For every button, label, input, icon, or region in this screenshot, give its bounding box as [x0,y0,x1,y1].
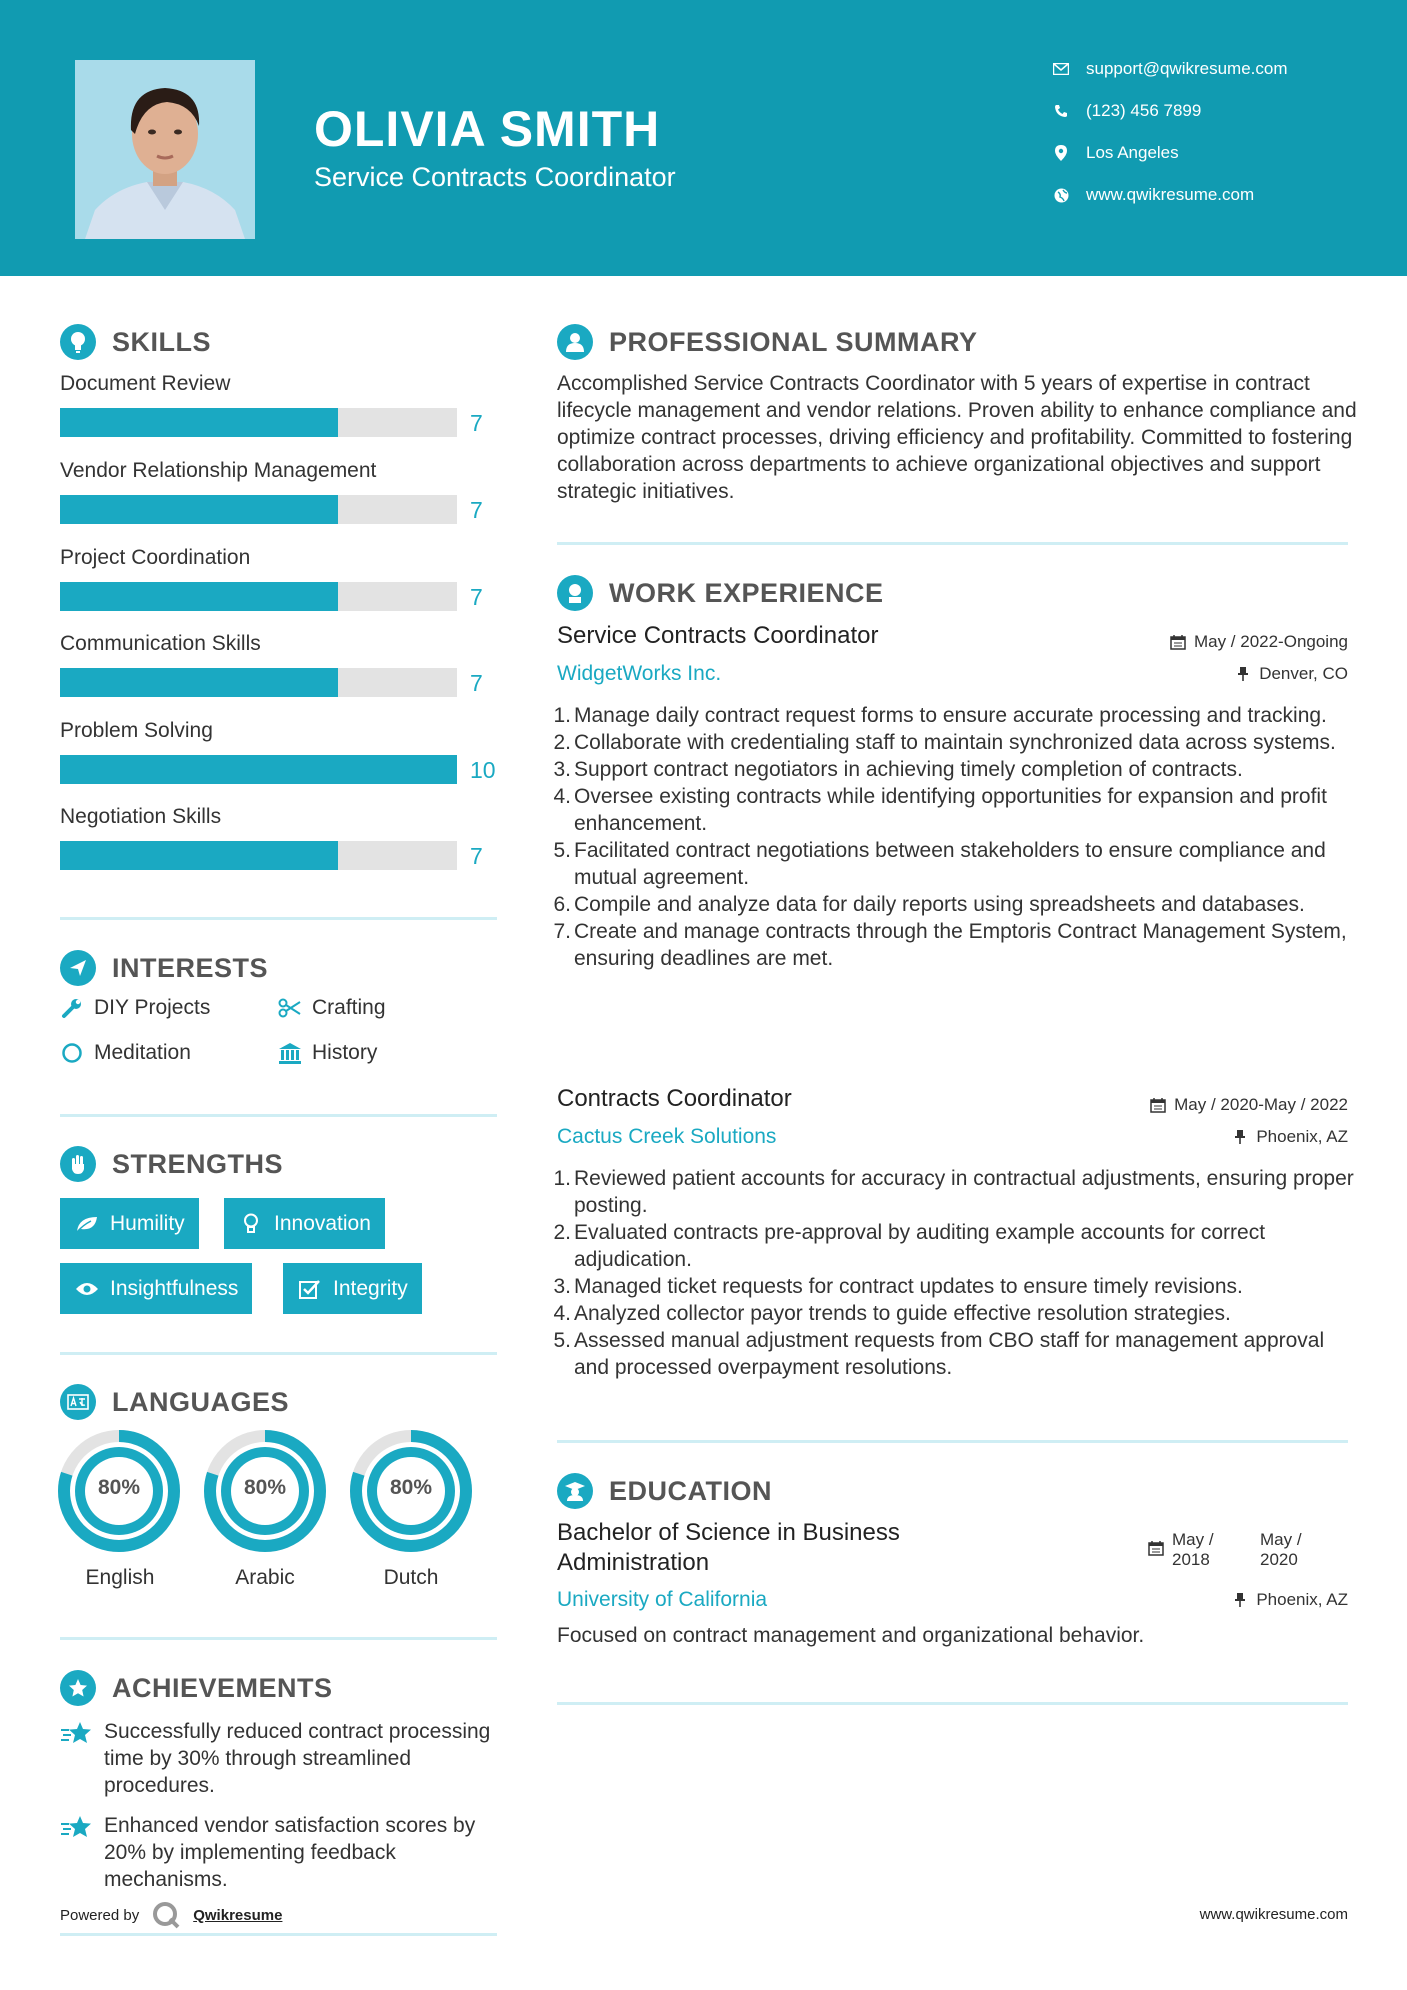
education-location: Phoenix, AZ [1232,1590,1348,1610]
powered-by: Powered by Qwikresume [60,1900,282,1930]
education-date [1148,1530,1320,1570]
duty-item: 7. Create and manage contracts through the Emptoris Contract Management System, ensuring deadlines are met. [553,920,1347,970]
contact-phone[interactable]: (123) 456 7899 [1050,100,1201,122]
briefcase-user-icon [557,575,593,611]
interests-heading: INTERESTS [60,950,268,986]
company-name: Cactus Creek Solutions [557,1125,777,1148]
job-location: Phoenix, AZ [1232,1127,1348,1147]
circle-icon [60,1041,84,1065]
section-divider [60,1933,497,1936]
achievements-heading: ACHIEVEMENTS [60,1670,333,1706]
summary-text: Accomplished Service Contracts Coordinator with 5 years of expertise in contract lifecycle management and vendor relations. Proven ability to enhance compliance and optimize contract processes, driving efficiency and profitability. Committed to fostering collaboration across departments to achieve organizational objectives and support strategic initiatives. [557,372,1357,503]
duty-item: 5. Facilitated contract negotiations between stakeholders to ensure compliance and mutual agreement. [553,839,1326,889]
star-icon [60,1814,94,1893]
skill-bar-fill [60,841,338,870]
section-divider [60,1637,497,1640]
star-badge-icon [60,1670,96,1706]
skill-bar-fill [60,582,338,611]
section-divider [557,1702,1348,1705]
lightbulb-icon [238,1212,264,1236]
section-divider [557,542,1348,545]
strength-tag: Insightfulness [60,1263,252,1314]
skill-bar [60,582,457,611]
education-heading: EDUCATION [557,1473,772,1509]
duty-item: 3. Support contract negotiators in achieving timely completion of contracts. [553,758,1243,781]
language-percent: 80% [389,1476,433,1499]
strength-tag: Integrity [283,1263,422,1314]
location-icon [1050,142,1072,164]
star-icon [60,1720,94,1799]
duty-item: 1. Reviewed patient accounts for accuracy in contractual adjustments, ensuring proper posting. [553,1167,1354,1217]
language-name: Dutch [383,1566,439,1589]
section-divider [60,917,497,920]
contact-email[interactable]: support@qwikresume.com [1050,58,1288,80]
skill-score: 7 [470,670,483,696]
skill-bar [60,755,457,784]
strength-tag: Innovation [224,1198,385,1249]
section-divider [60,1114,497,1117]
calendar-icon [1148,1540,1164,1556]
hand-icon [60,1146,96,1182]
footer-website[interactable]: www.qwikresume.com [1199,1906,1348,1923]
experience-heading: WORK EXPERIENCE [557,575,884,611]
language-percent: 80% [97,1476,141,1499]
skill-bar [60,408,457,437]
duty-item: 4. Analyzed collector payor trends to guide effective resolution strategies. [553,1302,1231,1325]
duty-item: 2. Evaluated contracts pre-approval by auditing example accounts for correct adjudication. [553,1221,1266,1271]
paper-plane-icon [60,950,96,986]
skill-score: 7 [470,410,483,436]
education-date-start: May / 2018 [1172,1530,1214,1569]
candidate-title: Service Contracts Coordinator [314,162,676,192]
job-title: Contracts Coordinator [557,1085,792,1112]
skill-bar-fill [60,668,338,697]
skill-bar-fill [60,408,338,437]
graduate-icon [557,1473,593,1509]
calendar-icon [1170,634,1186,650]
phone-icon [1050,100,1072,122]
duty-item: 6. Compile and analyze data for daily reports using spreadsheets and databases. [553,893,1305,916]
eye-icon [74,1277,100,1301]
interest-item: Meditation [60,1041,191,1065]
education-description: Focused on contract management and organizational behavior. [557,1624,1145,1647]
skill-name: Project Coordination [60,546,251,569]
skill-name: Negotiation Skills [60,805,222,828]
email-icon [1050,58,1072,80]
globe-icon [1050,184,1072,206]
job-date: May / 2022-Ongoing [1170,632,1348,652]
pin-icon [1232,1592,1248,1608]
duty-item: 1. Manage daily contract request forms to ensure accurate processing and tracking. [553,704,1327,727]
skill-name: Communication Skills [60,632,261,655]
duty-item: 3. Managed ticket requests for contract updates to ensure timely revisions. [553,1275,1243,1298]
company-name: WidgetWorks Inc. [557,662,722,685]
pin-icon [1235,666,1251,682]
duty-item: 5. Assessed manual adjustment requests from CBO staff for management approval and processed overpayment resolutions. [553,1329,1325,1379]
wrench-icon [60,996,84,1020]
translate-icon [60,1384,96,1420]
skill-score: 7 [470,843,483,869]
skill-score: 7 [470,584,483,610]
section-divider [557,1440,1348,1443]
skill-score: 7 [470,497,483,523]
leaf-icon [74,1212,100,1236]
language-gauge [204,1430,326,1557]
resume-header [0,0,1407,276]
duty-item: 4. Oversee existing contracts while identifying opportunities for expansion and profit enhancement. [553,785,1327,835]
achievement-item: Enhanced vendor satisfaction scores by 20% by implementing feedback mechanisms. [60,1812,500,1893]
job-location: Denver, CO [1235,664,1348,684]
languages-heading: LANGUAGES [60,1384,289,1420]
language-gauge [350,1430,472,1557]
summary-heading: PROFESSIONAL SUMMARY [557,324,978,360]
skill-name: Document Review [60,372,231,395]
qwikresume-logo-icon [149,1900,183,1930]
achievement-item: Successfully reduced contract processing time by 30% through streamlined procedures. [60,1718,500,1799]
strengths-heading: STRENGTHS [60,1146,283,1182]
pin-icon [1232,1129,1248,1145]
user-icon [557,324,593,360]
skill-bar [60,841,457,870]
checkbox-icon [297,1277,323,1301]
profile-photo [75,60,255,239]
interest-item: History [278,1041,377,1065]
interest-item: DIY Projects [60,996,210,1020]
candidate-name: OLIVIA SMITH [314,101,661,157]
skills-heading: SKILLS [60,324,211,360]
contact-website[interactable]: www.qwikresume.com [1050,184,1254,206]
language-percent: 80% [243,1476,287,1499]
school-name: University of California [557,1588,768,1611]
skill-name: Problem Solving [60,719,213,742]
language-gauge [58,1430,180,1557]
calendar-icon [1150,1097,1166,1113]
job-title: Service Contracts Coordinator [557,622,879,649]
contact-location: Los Angeles [1050,142,1179,164]
skill-bar-fill [60,755,457,784]
duty-item: 2. Collaborate with credentialing staff to maintain synchronized data across systems. [553,731,1336,754]
strength-tag: Humility [60,1198,199,1249]
job-date: May / 2020-May / 2022 [1150,1095,1348,1115]
job-duties [550,702,1360,972]
education-date-end: May / 2020 [1260,1530,1302,1569]
degree-title: Bachelor of Science in Business Administration [557,1519,900,1576]
skill-bar [60,668,457,697]
skill-bar-fill [60,495,338,524]
skill-name: Vendor Relationship Management [60,459,377,482]
qwikresume-link[interactable]: Qwikresume [193,1906,283,1924]
skill-bar [60,495,457,524]
skill-score: 10 [470,757,496,783]
job-duties [550,1165,1360,1381]
language-name: English [85,1566,155,1589]
section-divider [60,1352,497,1355]
scissors-icon [278,996,302,1020]
lightbulb-icon [60,324,96,360]
interest-item: Crafting [278,996,386,1020]
language-name: Arabic [235,1566,295,1589]
museum-icon [278,1041,302,1065]
